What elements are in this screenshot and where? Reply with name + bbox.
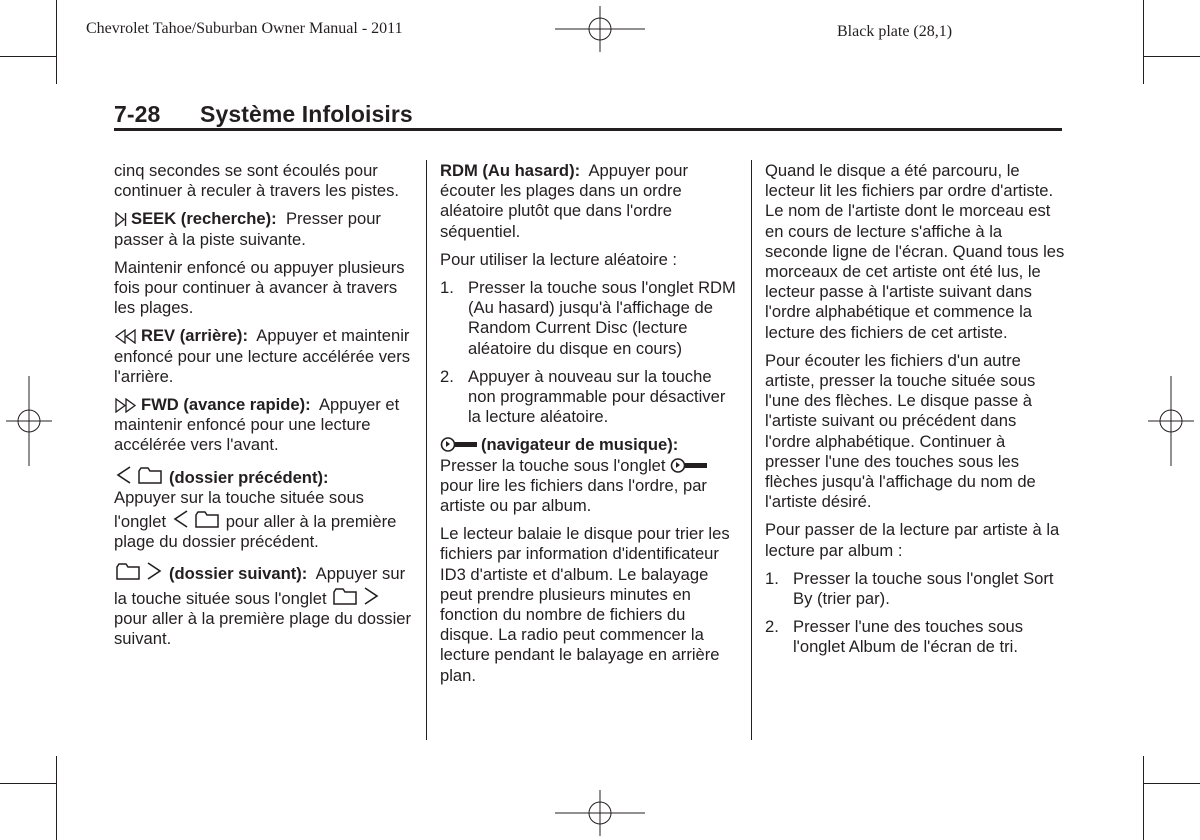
music-navigator-icon: [440, 436, 478, 453]
header-plate: Black plate (28,1): [837, 23, 953, 40]
registration-mark-icon: [1148, 376, 1194, 466]
prev-folder-label: (dossier précédent):: [169, 467, 329, 487]
crop-mark: [1143, 0, 1144, 84]
next-folder-label: (dossier suivant):: [169, 564, 308, 584]
column-divider: [426, 160, 427, 740]
title-rule: [114, 128, 1062, 131]
column-3: [765, 161, 1065, 666]
navigator-text-a: Presser la touche sous l'onglet: [440, 455, 666, 475]
step-text: Presser la touche sous l'onglet Sort By (trier par).: [793, 568, 1054, 609]
random-steps-list: [440, 278, 740, 427]
rev-item: [114, 326, 412, 387]
paragraph: Maintenir enfoncé ou appuyer plusieurs fois pour continuer à avancer à travers les plages.: [114, 257, 405, 318]
next-folder-item: [114, 560, 412, 649]
step-text: Appuyer à nouveau sur la touche non programmable pour désactiver la lecture aléatoire.: [468, 366, 726, 427]
list-item: [765, 569, 1065, 609]
next-folder-text-b: pour aller à la première plage du dossier suivant.: [114, 608, 412, 649]
list-item: [440, 278, 740, 359]
crop-mark: [0, 56, 56, 57]
navigator-label: (navigateur de musique):: [481, 435, 679, 455]
seek-item: [114, 209, 412, 249]
paragraph: Pour passer de la lecture par artiste à la lecture par album :: [765, 520, 1060, 560]
seek-label: SEEK (recherche):: [131, 209, 277, 229]
column-1: [114, 161, 412, 657]
fwd-item: [114, 395, 412, 456]
fast-forward-icon: [114, 398, 138, 413]
rdm-text: Appuyer pour écouter les plages dans un ordre aléatoire plutôt que dans l'ordre séquentiel.: [440, 161, 689, 241]
header-manual-title: Chevrolet Tahoe/Suburban Owner Manual - 2011: [86, 20, 403, 37]
navigator-item: [440, 435, 740, 516]
crop-mark: [56, 0, 57, 84]
rewind-icon: [114, 329, 138, 344]
step-number: 2.: [765, 617, 779, 637]
step-text: Presser l'une des touches sous l'onglet Album de l'écran de tri.: [793, 617, 1024, 657]
paragraph: Quand le disque a été parcouru, le lecteur lit les fichiers par ordre d'artiste. Le nom de l'artiste dont le morceau est en cours de lecture s'affiche à la seconde ligne de l'écran. Quand tous les morceaux de cet artiste ont été lus, le lecteur passe à l'artiste suivant dans l'ordre alphabétique et commence la lecture des fichiers de cet artiste.: [765, 161, 1065, 342]
navigator-text-b: pour lire les fichiers dans l'ordre, par artiste ou par album.: [440, 475, 707, 516]
prev-folder-item: [114, 464, 412, 553]
next-folder-text-a: Appuyer sur la touche située sous l'onglet: [114, 564, 406, 608]
next-folder-icon: [331, 585, 383, 607]
paragraph: cinq secondes se sont écoulés pour continuer à reculer à travers les pistes.: [114, 161, 399, 201]
paragraph: Pour utiliser la lecture aléatoire :: [440, 249, 678, 269]
rdm-label: RDM (Au hasard):: [440, 161, 581, 180]
seek-text: Presser pour passer à la piste suivante.: [114, 209, 381, 249]
music-navigator-icon: [670, 457, 708, 474]
list-item: [765, 617, 1065, 657]
column-divider: [751, 160, 752, 740]
step-number: 2.: [440, 366, 454, 386]
registration-mark-icon: [555, 790, 645, 836]
rdm-item: [440, 161, 740, 242]
crop-mark: [0, 783, 56, 784]
previous-folder-icon: [114, 464, 166, 486]
seek-next-icon: [114, 212, 128, 227]
rev-text: Appuyer et maintenir enfoncé pour une lecture accélérée vers l'arrière.: [114, 326, 411, 386]
list-item: [440, 367, 740, 428]
page-number: 7-28: [114, 101, 161, 127]
previous-folder-icon: [171, 508, 223, 530]
registration-mark-icon: [6, 376, 52, 466]
rev-label: REV (arrière):: [141, 326, 248, 346]
column-2: [440, 161, 740, 694]
section-title: Système Infoloisirs: [200, 101, 413, 127]
crop-mark: [1144, 783, 1200, 784]
crop-mark: [56, 756, 57, 840]
step-text: Presser la touche sous l'onglet RDM (Au hasard) jusqu'à l'affichage de Random Current Disc (lecture aléatoire du disque en cours): [468, 278, 736, 358]
fwd-label: FWD (avance rapide):: [141, 395, 311, 415]
paragraph: Pour écouter les fichiers d'un autre artiste, presser la touche située sous l'une des flèches. Le disque passe à l'artiste suivant ou précédent dans l'ordre alphabétique. Continuer à presser l'une des touches sous les flèches jusqu'à l'affichage du nom de l'artiste désiré.: [765, 350, 1036, 512]
sort-steps-list: [765, 569, 1065, 658]
page-title: [114, 101, 413, 128]
crop-mark: [1143, 756, 1144, 840]
prev-folder-text-b: pour aller à la première plage du dossier précédent.: [114, 512, 397, 552]
fwd-text: Appuyer et maintenir enfoncé pour une lecture accélérée vers l'avant.: [114, 395, 400, 455]
next-folder-icon: [114, 560, 166, 582]
prev-folder-text-a: Appuyer sur la touche située sous l'onglet: [114, 487, 364, 532]
step-number: 1.: [440, 278, 454, 298]
step-number: 1.: [765, 568, 779, 588]
paragraph: Le lecteur balaie le disque pour trier les fichiers par information d'identificateur ID3 d'artiste et d'album. Le balayage peut prendre plusieurs minutes en fonction du nombre de fichiers du disque. La radio peut commencer la lecture pendant le balayage en arrière plan.: [440, 524, 730, 685]
registration-mark-icon: [555, 6, 645, 52]
crop-mark: [1144, 56, 1200, 57]
